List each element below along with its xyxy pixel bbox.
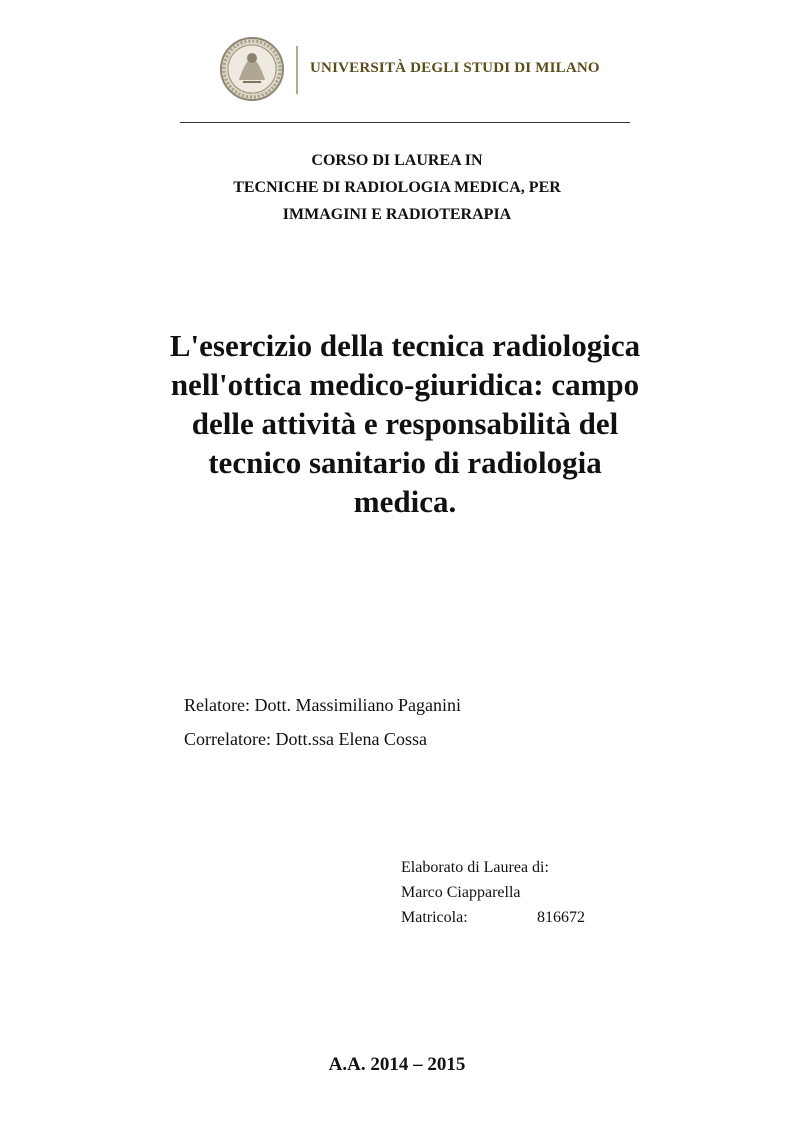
course-line: CORSO DI LAUREA IN bbox=[311, 152, 483, 169]
academic-year: A.A. 2014 – 2015 bbox=[328, 1054, 466, 1075]
course-line: TECNICHE DI RADIOLOGIA MEDICA, PER bbox=[233, 179, 561, 196]
student-info bbox=[401, 855, 585, 930]
matricola-label: Matricola: bbox=[401, 909, 468, 926]
supervisors bbox=[184, 688, 461, 756]
relatore: Relatore: Dott. Massimiliano Paganini bbox=[184, 695, 461, 715]
title-line: delle attività e responsabilità del bbox=[191, 406, 619, 441]
header-divider bbox=[296, 46, 298, 94]
student-name: Marco Ciapparella bbox=[401, 884, 521, 901]
student-heading: Elaborato di Laurea di: bbox=[401, 859, 549, 876]
correlatore: Correlatore: Dott.ssa Elena Cossa bbox=[184, 729, 427, 749]
header-rule bbox=[180, 122, 630, 123]
course-heading bbox=[0, 147, 794, 228]
university-header bbox=[215, 36, 615, 106]
title-line: medica. bbox=[353, 484, 457, 519]
course-line: IMMAGINI E RADIOTERAPIA bbox=[282, 206, 512, 223]
matricola-value: 816672 bbox=[537, 909, 585, 926]
thesis-title bbox=[100, 326, 710, 521]
university-name: UNIVERSITÀ DEGLI STUDI DI MILANO bbox=[310, 60, 600, 76]
university-seal-icon bbox=[219, 36, 285, 102]
title-line: L'esercizio della tecnica radiologica bbox=[169, 328, 641, 363]
title-line: tecnico sanitario di radiologia bbox=[208, 445, 602, 480]
matricola-row bbox=[401, 905, 585, 930]
title-line: nell'ottica medico-giuridica: campo bbox=[170, 367, 640, 402]
